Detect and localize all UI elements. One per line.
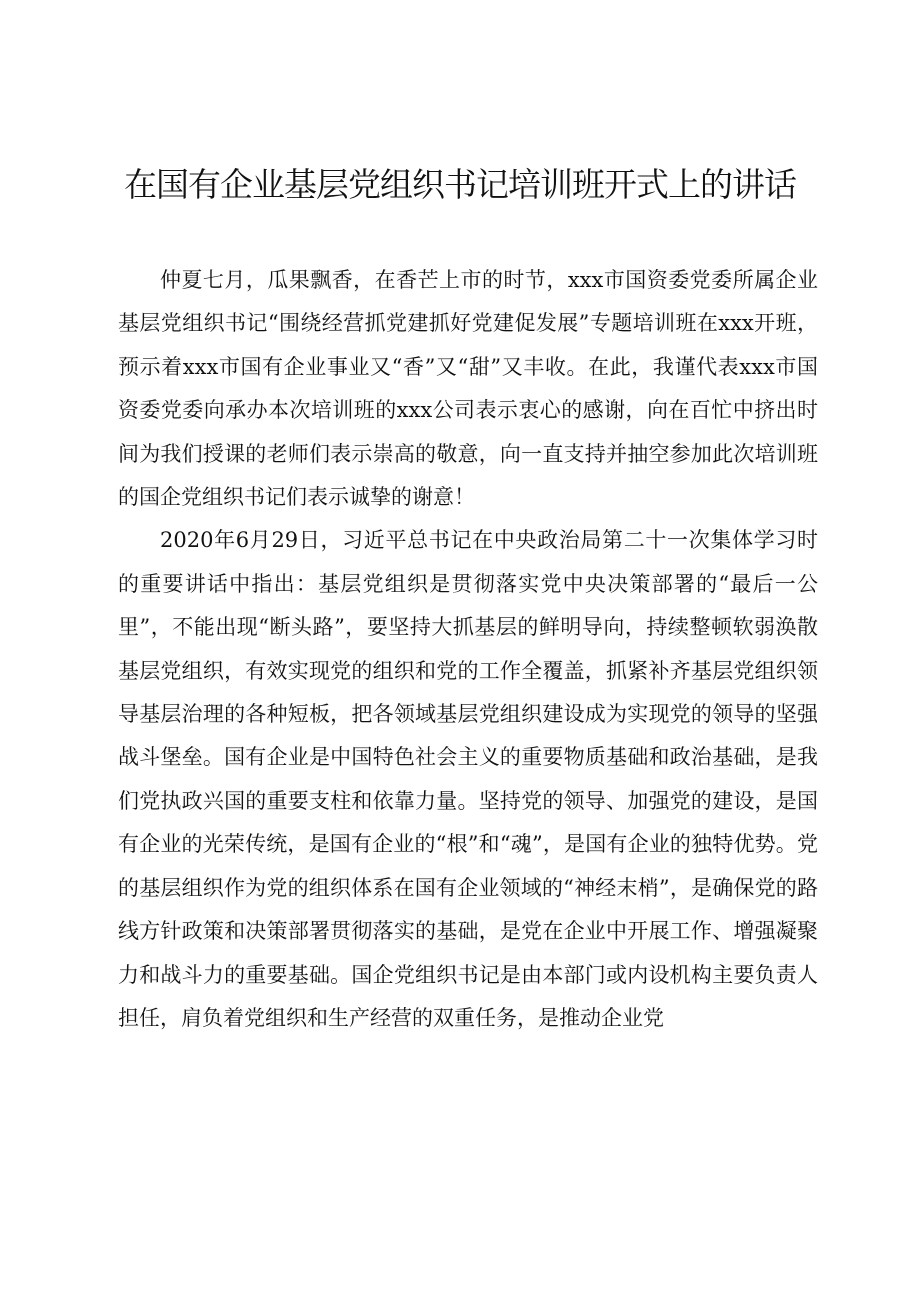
document-title: 在国有企业基层党组织书记培训班开式上的讲话 <box>124 165 796 204</box>
paragraph-2: 2020年6月29日，习近平总书记在中央政治局第二十一次集体学习时的重要讲话中指出：基层党组织是贯彻落实党中央决策部署的“最后一公里”，不能出现“断头路”，要坚持大抓基层的鲜明导向，持续整顿软弱涣散基层党组织，有效实现党的组织和党的工作全覆盖，抓紧补齐基层党组织领导基层治理的各种短板，把各领域基层党组织建设成为实现党的领导的坚强战斗堡垒。国有企业是中国特色社会主义的重要物质基础和政治基础，是我们党执政兴国的重要支柱和依靠力量。坚持党的领导、加强党的建设，是国有企业的光荣传统，是国有企业的“根”和“魂”，是国有企业的独特优势。党的基层组织作为党的组织体系在国有企业领域的“神经末梢”，是确保党的路线方针政策和决策部署贯彻落实的基础，是党在企业中开展工作、增强凝聚力和战斗力的重要基础。国企党组织书记是由本部门或内设机构主要负责人担任，肩负着党组织和生产经营的双重任务，是推动企业党 <box>118 528 818 1030</box>
document-body <box>118 259 818 1040</box>
paragraph-1: 仲夏七月，瓜果飘香，在香芒上市的时节，xxx市国资委党委所属企业基层党组织书记“围绕经营抓党建抓好党建促发展”专题培训班在xxx开班，预示着xxx市国有企业事业又“香”又“甜”又丰收。在此，我谨代表xxx市国资委党委向承办本次培训班的xxx公司表示衷心的感谢，向在百忙中挤出时间为我们授课的老师们表示崇高的敬意，向一直支持并抽空参加此次培训班的国企党组织书记们表示诚挚的谢意！ <box>118 268 818 510</box>
